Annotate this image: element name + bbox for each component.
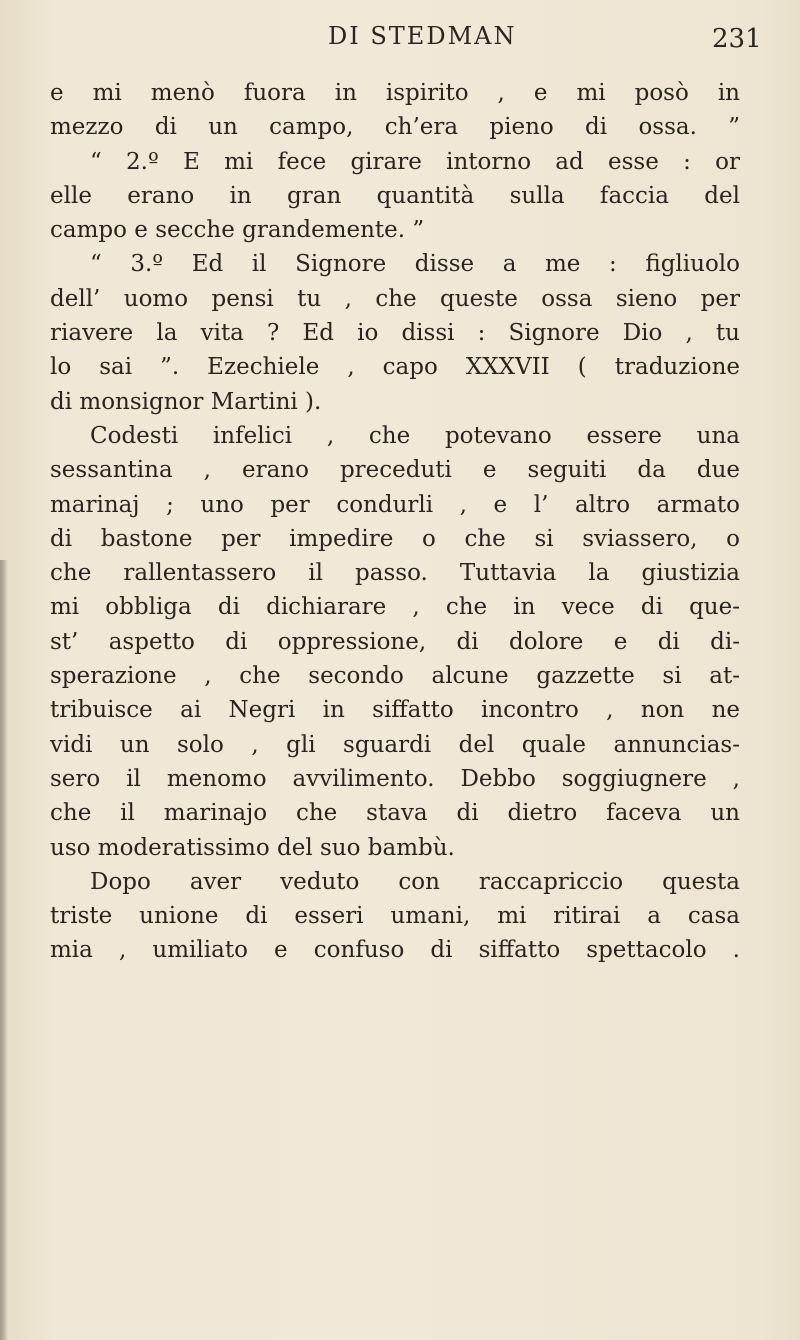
text-line: mi obbliga di dichiarare , che in vece di que- xyxy=(50,594,740,621)
page-number: 231 xyxy=(712,24,762,54)
text-line: che il marinajo che stava di dietro faceva un xyxy=(50,800,740,827)
text-line: marinaj ; uno per condurli , e l’ altro armato xyxy=(50,491,740,518)
text-line: dell’ uomo pensi tu , che queste ossa sieno per xyxy=(50,285,740,312)
text-line: e mi menò fuora in ispirito , e mi posò in xyxy=(50,80,740,106)
page-header xyxy=(0,12,800,62)
text-line: campo e secche grandemente. ” xyxy=(50,217,425,244)
text-line: sessantina , erano preceduti e seguiti da due xyxy=(50,457,740,484)
text-line: Dopo aver veduto con raccapriccio questa xyxy=(90,868,740,895)
text-line: sero il menomo avvilimento. Debbo soggiugnere , xyxy=(50,765,740,792)
text-line: riavere la vita ? Ed io dissi : Signore Dio , tu xyxy=(50,320,740,347)
text-line: uso moderatissimo del suo bambù. xyxy=(50,834,455,861)
text-line: di bastone per impedire o che si sviassero, o xyxy=(50,525,740,552)
text-line: che rallentassero il passo. Tuttavia la giustizia xyxy=(50,560,740,587)
text-line: “ 2.º E mi fece girare intorno ad esse : or xyxy=(90,148,740,175)
text-line: sperazione , che secondo alcune gazzette si at- xyxy=(50,663,740,690)
text-line: Codesti infelici , che potevano essere una xyxy=(90,422,740,449)
text-line: lo sai ”. Ezechiele , capo XXXVII ( traduzione xyxy=(50,354,740,381)
text-line: di monsignor Martini ). xyxy=(50,388,322,415)
body-text xyxy=(50,76,740,968)
text-line: st’ aspetto di oppressione, di dolore e di di- xyxy=(50,628,740,655)
text-line: vidi un solo , gli sguardi del quale annuncias- xyxy=(50,731,740,758)
running-head: DI STEDMAN xyxy=(328,22,517,50)
text-line: elle erano in gran quantità sulla faccia del xyxy=(50,182,740,209)
page-edge-shadow xyxy=(0,560,8,1340)
text-line: mezzo di un campo, ch’era pieno di ossa. ” xyxy=(50,114,740,141)
text-line: tribuisce ai Negri in siffatto incontro , non ne xyxy=(50,697,740,724)
text-line: mia , umiliato e confuso di siffatto spettacolo . xyxy=(50,937,740,964)
text-line: triste unione di esseri umani, mi ritirai a casa xyxy=(50,903,740,930)
text-line: “ 3.º Ed il Signore disse a me : figliuolo xyxy=(90,251,740,278)
